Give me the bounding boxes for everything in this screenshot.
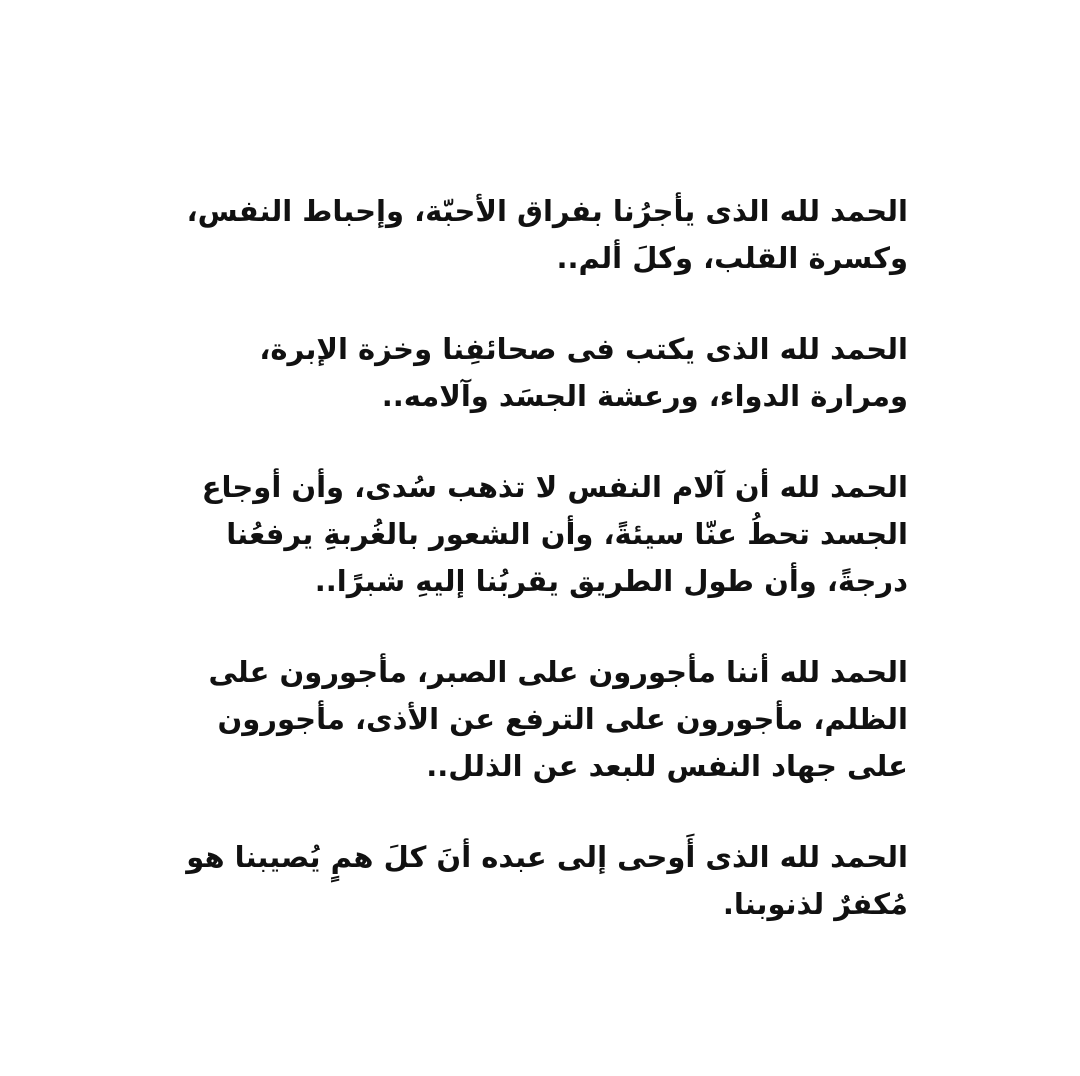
paragraph-1: الحمد لله الذى يأجرُنا بفراق الأحبّة، وإحباط النفس، وكسرة القلب، وكلَ ألم.. — [186, 194, 908, 275]
paragraph-2: الحمد لله الذى يكتب فى صحائفِنا وخزة الإبرة، ومرارة الدواء، ورعشة الجسَد وآلامه.. — [259, 332, 908, 413]
paragraph-3: الحمد لله أن آلام النفس لا تذهب سُدى، وأن أوجاع الجسد تحطُ عنّا سيئةً، وأن الشعور بالغُربةِ يرفعُنا درجةً، وأن طول الطريق يقربُنا إليهِ شبرًا.. — [201, 470, 908, 598]
paragraph-5: الحمد لله الذى أَوحى إلى عبده أنَ كلَ همٍ يُصيبنا هو مُكفرٌ لذنوبنا. — [186, 840, 908, 921]
paragraph-4: الحمد لله أننا مأجورون على الصبر، مأجورون على الظلم، مأجورون على الترفع عن الأذى، مأجورون على جهاد النفس للبعد عن الذلل.. — [208, 655, 908, 783]
arabic-text-block — [172, 188, 908, 928]
